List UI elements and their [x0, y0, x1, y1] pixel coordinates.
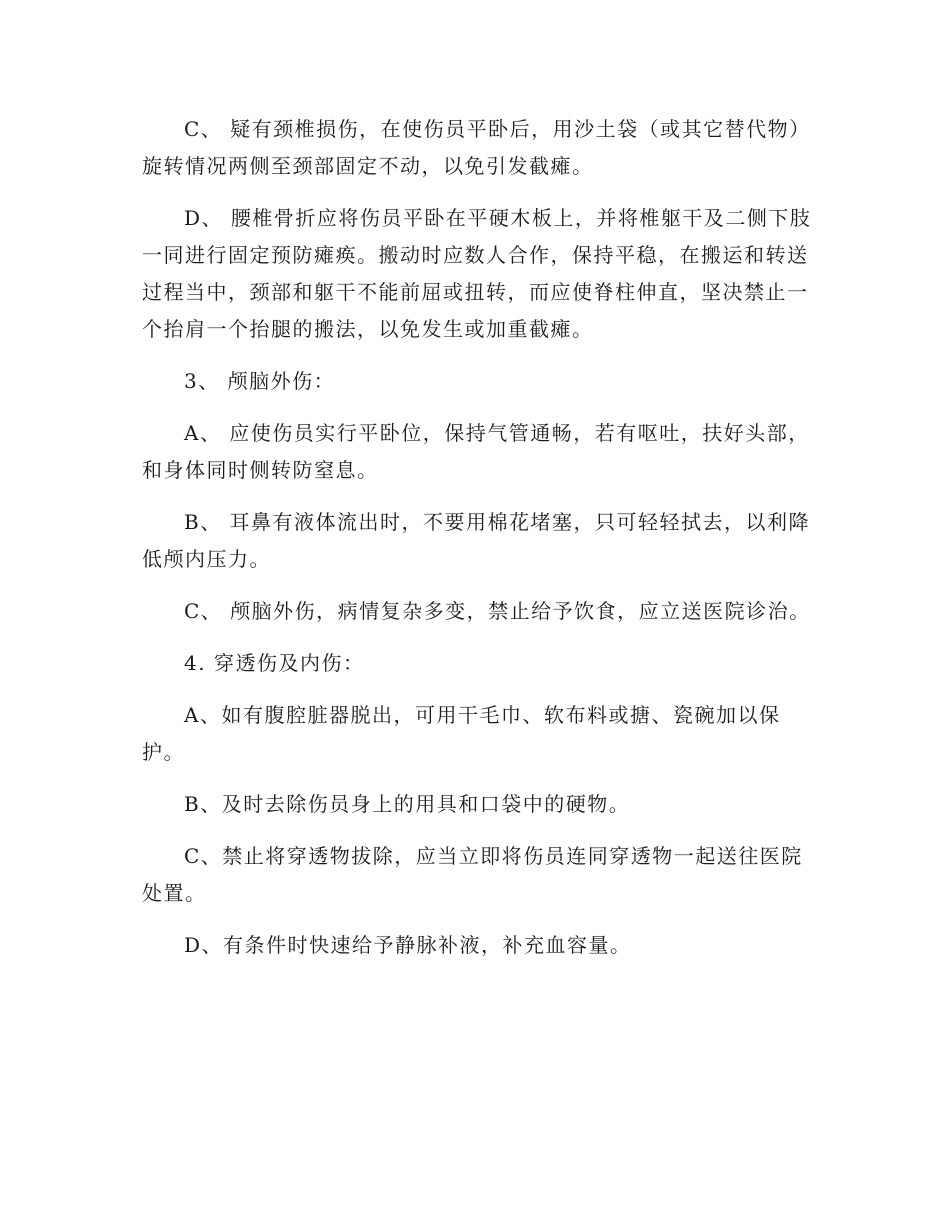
paragraph-penetrating-d: D、有条件时快速给予静脉补液，补充血容量。: [184, 933, 632, 957]
section-heading-head-injury: 3、 颅脑外伤：: [184, 369, 336, 393]
paragraph-penetrating-a: A、如有腹腔脏器脱出，可用干毛巾、软布料或搪、瓷碗加以保护。: [142, 703, 781, 764]
paragraph-cervical-spine: C、 疑有颈椎损伤，在使伤员平卧后，用沙土袋（或其它替代物）旋转情况两侧至颈部固定不动，以免引发截瘫。: [142, 117, 811, 178]
paragraph-head-injury-c: C、 颅脑外伤，病情复杂多变，禁止给予饮食，应立送医院诊治。: [184, 599, 811, 623]
section-heading-penetrating-injury: 4. 穿透伤及内伤：: [184, 651, 365, 675]
document-body: [142, 111, 812, 979]
paragraph-head-injury-b: B、 耳鼻有液体流出时，不要用棉花堵塞，只可轻轻拭去，以利降低颅内压力。: [142, 510, 811, 571]
paragraph-head-injury-a: A、 应使伤员实行平卧位，保持气管通畅，若有呕吐，扶好头部，和身体同时侧转防窒息。: [142, 421, 810, 482]
paragraph-penetrating-b: B、及时去除伤员身上的用具和口袋中的硬物。: [184, 792, 631, 816]
paragraph-lumbar-spine: D、 腰椎骨折应将伤员平卧在平硬木板上，并将椎躯干及二侧下肢一同进行固定预防瘫痪。搬动时应数人合作，保持平稳，在搬运和转送过程当中，颈部和躯干不能前屈或扭转，而应使脊柱伸直，坚决禁止一个抬肩一个抬腿的搬法，以免发生或加重截瘫。: [142, 206, 812, 341]
paragraph-penetrating-c: C、禁止将穿透物拔除，应当立即将伤员连同穿透物一起送往医院处置。: [142, 844, 803, 905]
